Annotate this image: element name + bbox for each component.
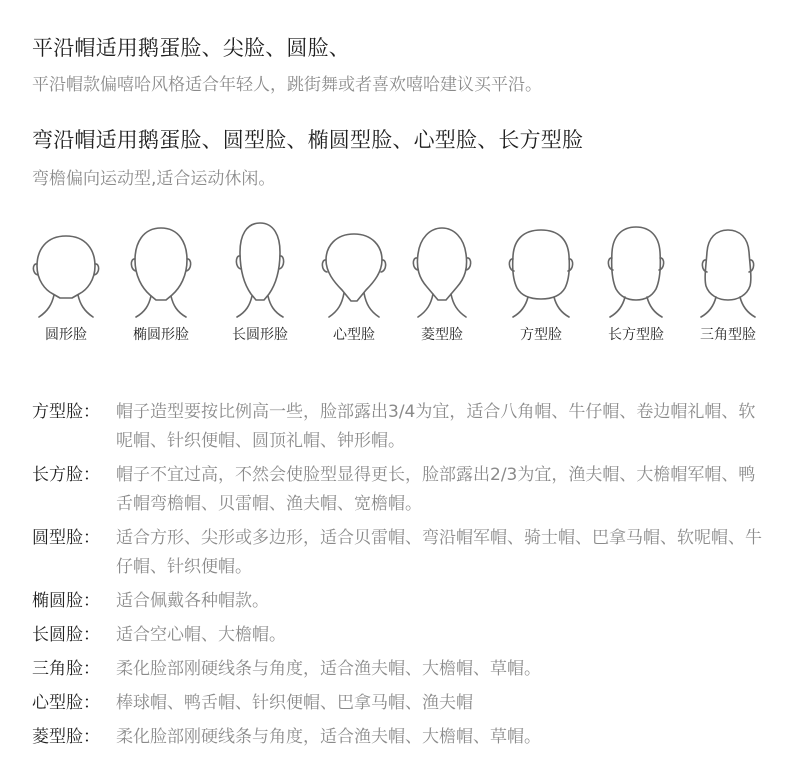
hat-advice-list [32,398,772,757]
advice-label: 菱型脸： [32,727,100,747]
face-diamond [397,218,487,344]
diamond-face-icon [397,218,487,318]
advice-row-square [32,398,772,456]
advice-label: 三角脸： [32,659,100,679]
face-label: 菱型脸 [421,327,463,343]
advice-text: 帽子不宜过高，不然会使脸型显得更长，脸部露出2/3为宜，渔夫帽、大檐帽军帽、鸭舌帽弯檐帽、贝雷帽、渔夫帽、宽檐帽。 [116,465,756,514]
advice-label: 椭圆脸： [32,591,100,611]
face-label: 方型脸 [520,327,562,343]
advice-text: 帽子造型要按比例高一些，脸部露出3/4为宜，适合八角帽、牛仔帽、卷边帽礼帽、软呢帽、针织便帽、圆顶礼帽、钟形帽。 [116,402,756,451]
long-round-face-icon [215,218,305,318]
advice-text: 适合佩戴各种帽款。 [116,591,269,611]
face-oval [116,218,206,344]
flat-brim-title: 平沿帽适用鹅蛋脸、尖脸、圆脸、 [32,36,350,60]
advice-text: 柔化脸部刚硬线条与角度，适合渔夫帽、大檐帽、草帽。 [116,659,541,679]
face-shape-gallery [0,218,790,358]
face-triangle [683,218,773,344]
advice-label: 方型脸： [32,402,100,422]
advice-row-round [32,524,772,582]
face-label: 椭圆形脸 [133,327,189,343]
advice-label: 心型脸： [32,693,100,713]
advice-label: 长圆脸： [32,625,100,645]
rectangle-face-icon [591,218,681,318]
advice-row-diamond [32,723,772,752]
face-square [496,218,586,344]
face-label: 长圆形脸 [232,327,288,343]
advice-text: 适合方形、尖形或多边形，适合贝雷帽、弯沿帽军帽、骑士帽、巴拿马帽、软呢帽、牛仔帽、针织便帽。 [116,528,762,577]
face-round [21,218,111,344]
round-face-icon [21,218,111,318]
face-label: 长方型脸 [608,327,664,343]
face-label: 圆形脸 [45,327,87,343]
advice-row-triangle [32,655,772,684]
face-label: 三角型脸 [700,327,756,343]
advice-text: 棒球帽、鸭舌帽、针织便帽、巴拿马帽、渔夫帽 [116,693,473,713]
curved-brim-title: 弯沿帽适用鹅蛋脸、圆型脸、椭圆型脸、心型脸、长方型脸 [32,128,584,152]
advice-text: 适合空心帽、大檐帽。 [116,625,286,645]
face-heart [309,218,399,344]
square-face-icon [496,218,586,318]
advice-row-long-round [32,621,772,650]
face-long-round [215,218,305,344]
face-rectangle [591,218,681,344]
advice-row-heart [32,689,772,718]
curved-brim-description: 弯檐偏向运动型,适合运动休闲。 [32,169,276,189]
advice-row-oval [32,587,772,616]
advice-row-rectangle [32,461,772,519]
oval-face-icon [116,218,206,318]
advice-label: 长方脸： [32,465,100,485]
heart-face-icon [309,218,399,318]
flat-brim-description: 平沿帽款偏嘻哈风格适合年轻人，跳街舞或者喜欢嘻哈建议买平沿。 [32,75,542,95]
advice-label: 圆型脸： [32,528,100,548]
triangle-face-icon [683,218,773,318]
advice-text: 柔化脸部刚硬线条与角度，适合渔夫帽、大檐帽、草帽。 [116,727,541,747]
face-label: 心型脸 [333,327,375,343]
